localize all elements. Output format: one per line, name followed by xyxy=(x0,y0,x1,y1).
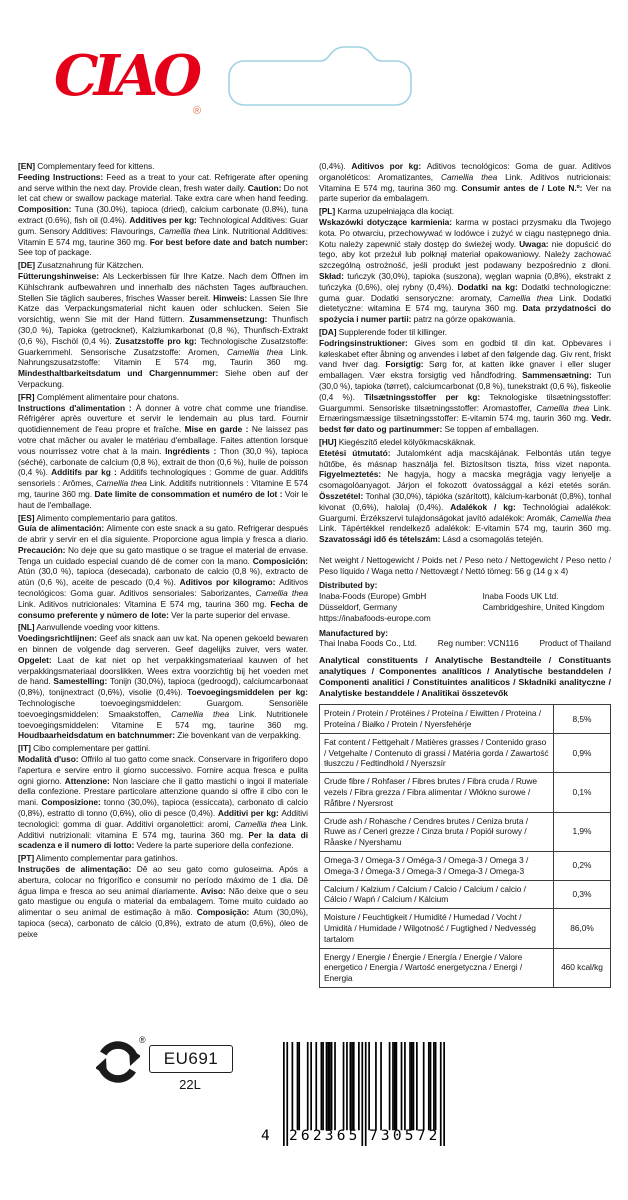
distributed-by-block xyxy=(319,591,611,623)
manufacturer-reg-number: Reg number: VCN116 xyxy=(437,638,519,649)
distributor-uk-city: Cambridgeshire, United Kingdom xyxy=(482,602,605,613)
constituent-label: Calcium / Kalzium / Calcium / Calcio / Calcium / calcio / Cálcio / Wapń / Calcium / Kálcium xyxy=(320,881,554,909)
distributor-eu-city: Düsseldorf, Germany xyxy=(319,602,398,613)
registered-trademark-icon: ® xyxy=(193,105,202,117)
column-left xyxy=(18,161,308,942)
ean13-barcode xyxy=(259,1042,459,1158)
distributor-website: https://inabafoods-europe.com xyxy=(319,612,431,623)
lang-tag-pl: [PL] Karma uzupełniająca dla kociąt. xyxy=(319,206,455,217)
constituent-label: Fat content / Fettgehalt / Matières grasses / Contenido graso / Vetgehalte / Contenuto di grassi / Matéria gorda / Zawartość tłuszczu / Fedtindhold / Nyerszsír xyxy=(320,734,554,772)
country-of-origin: Product of Thailand xyxy=(539,638,611,649)
table-row xyxy=(320,852,610,881)
distributed-by-heading: Distributed by: xyxy=(319,580,378,591)
lang-tag-pt: [PT] Alimento complementar para gatinhos. xyxy=(18,853,178,864)
lang-body-fr: Instructions d'alimentation : À donner à votre chat comme une friandise. Réfrigérer après ouverture et servir le lendemain au plus tard. Fournir quotidiennement de l'eau propre et fraîche. Mise en garde : Ne laissez pas votre chat mâcher ou avaler le matériau d'emballage. Faites attention lorsque vous nourrissez votre chat à la main. Ingrédients : Thon (30,0 %), tapioca (séché), carbonate de calcium (0,8 %), extrait de thon (0,6 %), huile de poisson (0,4 %). Additifs par kg : Additifs technologiques : Gomme de guar. Additifs sensoriels : Arômes, Camellia thea Link. Additifs nutritionnels : Vitamine E 574 mg, taurine 360 mg. Date limite de consommation et numéro de lot : Voir le haut de l'emballage. xyxy=(18,402,308,510)
constituent-label: Omega-3 / Omega-3 / Oméga-3 / Omega-3 / Omega 3 / Omega-3 / Ómega-3 / Omega-3 / Omega-3 / Omega-3 xyxy=(320,852,554,880)
lang-body-en: Feeding Instructions: Feed as a treat to your cat. Refrigerate after opening and serve within the next day. Provide clean, fresh water daily. Caution: Do not let cat chew or swallow package material. Take extra care when hand feeding. Composition: Tuna (30.0%), tapioca (dried), calcium carbonate (0.8%), tuna extract (0.6%), fish oil (0.4%). Additives per kg: Technological Additives: Guar gum. Sensory Additives: Flavourings, Camellia thea Link. Nutritional Additives: Vitamin E 574 mg, taurine 360 mg. For best before date and batch number: See top of package. xyxy=(18,171,308,258)
lang-section-pt xyxy=(18,853,308,939)
lang-tag-en: [EN] Complementary feed for kittens. xyxy=(18,161,155,171)
column-right xyxy=(319,161,611,988)
manufactured-by-heading: Manufactured by: xyxy=(319,627,388,638)
lang-body-pl: Wskazówki dotyczące karmienia: karma w postaci przysmaku dla Twojego kota. Po otwarciu, przechowywać w lodówce i zużyć w ciągu następnego dnia. Kotu należy zapewnić stały dostęp do świeżej wody. Uwaga: nie dopuścić do tego, aby kot przeżuł lub połknął materiał opakowaniowy. Należy zachować szczególną ostrożność, jeśli produkt jest podawany bezpośrednio z dłoni. Skład: tuńczyk (30,0%), tapioka (suszona), węglan wapnia (0,8%), ekstrakt z tuńczyka (0,6%), olej rybny (0,4%). Dodatki na kg: Dodatki technologiczne: guma guar. Dodatki sensoryczne: aromaty, Camellia thea Link. Dodatki dietetyczne: witamina E 574 mg, tauryna 360 mg. Data przydatności do spożycia i numer partii: patrz na górze opakowania. xyxy=(319,216,612,325)
table-row xyxy=(320,881,610,910)
lang-section-it xyxy=(18,743,308,851)
lang-body-it: Modalità d'uso: Offrilo al tuo gatto come snack. Conservare in frigorifero dopo l'apertura e servire entro il giorno successivo. Fornire acqua fresca e pulita ogni giorno. Attenzione: Non lasciare che il gatto mastichi o ingoi il materiale della confezione. Prestare particolare attenzione quando si offre il cibo con le mani. Composizione: tonno (30,0%), tapioca (essiccata), carbonato di calcio (0,8%), estratto di tonno (0,6%), olio di pesce (0,4%). Additivi per kg: Additivi tecnologici: gomma di guar. Additivi organolettici: aromi, Camellia thea Link. Additivi nutrizionali: vitamina E 574 mg, taurina 360 mg. Per la data di scadenza e il numero di lotto: Vedere la parte superiore della confezione. xyxy=(18,754,309,851)
constituent-label: Crude ash / Rohasche / Cendres brutes / Ceniza bruta / Ruwe as / Ceneri grezze / Cinza bruta / Popiół surowy / Råaske / Nyershamu xyxy=(320,813,554,851)
lang-body-nl: Voedingsrichtlijnen: Geef als snack aan uw kat. Na openen gekoeld bewaren en binnen de volgende dag serveren. Geef dagelijks zuiver, vers water. Opgelet: Laat de kat niet op het verpakkingsmateriaal kauwen of het verpakkingsmateriaal doorslikken. Wees extra voorzichtig bij het voeden met de hand. Samestelling: Tonijn (30,0%), tapioca (gedroogd), calciumcarbonaat (0,8%), tonijnextract (0,6%), visolie (0,4%). Toevoegingsmiddelen per kg: Technologische toevoegingsmiddelen: Guargom. Sensoriële toevoegingsmiddelen: Smaakstoffen, Camellia thea Link. Nutritionele toevoegingsmiddelen: Vitamine E 574 mg, taurine 360 mg. Houdbaarheidsdatum en batchnummer: Zie bovenkant van de verpakking. xyxy=(18,633,309,741)
lang-section-de xyxy=(18,260,308,390)
lang-section-nl xyxy=(18,622,308,741)
constituent-label: Crude fibre / Rohfaser / Fibres brutes / Fibra cruda / Ruwe vezels / Fibra grezza / Fibra alimentar / Włókno surowe / Råfibre / Nyersrost xyxy=(320,773,554,811)
barcode-digits-right-group: 730572 xyxy=(369,1128,441,1144)
hang-hole-diecut-outline xyxy=(228,44,412,113)
lang-section-hu xyxy=(319,437,611,545)
column-right-sections xyxy=(319,206,611,545)
lang-tag-es: [ES] Alimento complementario para gatitos. xyxy=(18,512,178,523)
table-row xyxy=(320,949,610,987)
lang-section-pl xyxy=(319,206,611,325)
constituent-value: 0,2% xyxy=(572,860,592,871)
table-row xyxy=(320,734,610,773)
lang-tag-it: [IT] Cibo complementare per gattini. xyxy=(18,743,151,754)
table-row xyxy=(320,813,610,852)
lang-tag-de: [DE] Zusatznahrung für Kätzchen. xyxy=(18,260,144,271)
lang-section-pt-continuation: (0,4%). Aditivos por kg: Aditivos tecnológicos: Goma de guar. Aditivos organoléticos: Aromatizantes, Camellia thea Link. Aditivos nutricionais: Vitamina E 574 mg, taurina 360 mg. Consumir antes de / Lote N.º: Ver na parte superior da embalagem. xyxy=(319,161,611,204)
net-weight-line: Net weight / Nettogewicht / Poids net / Peso neto / Nettogewicht / Peso netto / Peso líquido / Waga netto / Nettovægt / Nettó tömeg: 56 g (14 g x 4) xyxy=(319,554,611,576)
distributor-eu-name: Inaba-Foods (Europe) GmbH xyxy=(319,591,427,602)
barcode-digit-first: 4 xyxy=(261,1128,270,1144)
barcode-digits-left-group: 262365 xyxy=(289,1128,361,1144)
table-row xyxy=(320,773,610,812)
lang-tag-da: [DA] Supplerende foder til killinger. xyxy=(319,326,448,337)
lang-section-fr xyxy=(18,392,308,511)
lang-body-hu: Etetési útmutató: Jutalomként adja macskájának. Felbontás után tegye hűtőbe, és másnap használja fel. Biztosítson tiszta, friss vizet naponta. Figyelmeztetés: Ne hagyja, hogy a macska megrágja vagy lenyelje a csomagolóanyagot. Járjon el fokozott óvatossággal a kézi etetés során. Összetétel: Tonhal (30,0%), tápióka (szárított), kálcium-karbonát (0,8%), tonhal kivonat (0,6%), halolaj (0,4%). Adalékok / kg: Technológiai adalékok: Guargumi. Érzékszervi tulajdonságokat javító adalékok: Aromák, Camellia thea Link. Tápértékkel rendelkező adalékok: E-vitamin 574 mg, taurin 360 mg. Szavatossági idő és tételszám: Lásd a csomagolás tetején. xyxy=(319,447,612,545)
constituent-value: 86,0% xyxy=(570,923,594,934)
green-dot-registered-icon: ® xyxy=(139,1035,146,1045)
brand-logo: CIAO xyxy=(54,43,197,109)
lang-body-pt: Instruções de alimentação: Dê ao seu gato como guloseima. Após a abertura, colocar no frigorífico e consumir no período máximo de 1 dia. Dê água limpa e fresca ao seu animal diariamente. Aviso: Não deixe que o seu gato mastigue ou engula o material da embalagem. Tome muito cuidado ao alimentar o seu animal de estimação à mão. Composição: Atum (30,0%), tapioca (seca), carbonato de cálcio (0,8%), extrato de atum (0,6%), óleo de peixe xyxy=(18,864,308,939)
lang-tag-hu: [HU] Kiegészítő eledel kölyökmacskáknak. xyxy=(319,436,476,447)
constituent-value: 1,9% xyxy=(572,826,592,837)
constituent-value: 0,1% xyxy=(572,787,592,798)
constituent-value: 0,3% xyxy=(572,889,592,900)
lang-tag-fr: [FR] Complément alimentaire pour chatons. xyxy=(18,391,179,402)
analytical-constituents-table xyxy=(319,704,611,988)
eu-approval-code-box: EU691 xyxy=(149,1045,233,1073)
constituent-value: 0,9% xyxy=(572,747,592,758)
lang-section-en xyxy=(18,161,308,258)
constituent-value: 460 kcal/kg xyxy=(561,962,603,973)
green-dot-recycling-icon xyxy=(96,1040,140,1089)
lang-tag-nl: [NL] Aanvullende voeding voor kittens. xyxy=(18,622,160,633)
lang-body-de: Fütterungshinweise: Als Leckerbissen für Ihre Katze. Nach dem Öffnen im Kühlschrank aufbewahren und innerhalb des nächsten Tages aufbrauchen. Stellen Sie täglich sauberes, frisches Wasser bereit. Hinweis: Lassen Sie Ihre Katze das Verpackungsmaterial nicht kauen oder schlucken. Seien Sie vorsichtig, wenn Sie mit der Hand füttern. Zusammensetzung: Thunfisch (30,0 %), Tapioka (getrocknet), Kalziumkarbonat (0,8 %), Thunfisch-Extrakt (0,6 %), Fischöl (0,4 %). Zusatzstoffe pro kg: Technologische Zusatzstoffe: Guarkernmehl. Sensorische Zusatzstoffe: Aromen, Camellia thea Link. Nahrungszusatzstoffe: Vitamin E 574 mg, Taurin 360 mg. Mindesthaltbarkeitsdatum und Chargennummer: Siehe oben auf der Verpackung. xyxy=(18,270,309,389)
constituent-value: 8,5% xyxy=(572,713,592,724)
manufacturer-name: Thai Inaba Foods Co., Ltd. xyxy=(319,638,417,649)
eu-sub-code: 22L xyxy=(179,1077,201,1092)
constituent-label: Moisture / Feuchtigkeit / Humidité / Humedad / Vocht / Umidità / Humidade / Wilgotność / Fugtighed / Nedvesség tartalom xyxy=(320,909,554,947)
constituent-label: Energy / Energie / Énergie / Energía / Energie / Valore energetico / Energia / Wartość energetyczna / Energi / Energia xyxy=(320,949,554,987)
lang-body-es: Guía de alimentación: Alimente con este snack a su gato. Refrigerar después de abrir y servir en el día siguiente. Proporcione agua limpia y fresca a diario. Precaución: No deje que su gato mastique o se trague el material de envase. Tenga un cuidado especial cuando dé de comer con la mano. Composición: Atún (30,0 %), tapioca (desecada), carbonato de calcio (0,8 %), extracto de atún (0,6 %), aceite de pescado (0,4 %). Aditivos por kilogramo: Aditivos tecnológicos: Goma guar. Aditivos sensoriales: Saborizantes, Camellia thea Link. Aditivos nutricionales: Vitamina E 574 mg, taurina 360 mg. Fecha de consumo preferente y número de lote: Ver la parte superior del envase. xyxy=(18,523,308,620)
lang-section-da xyxy=(319,327,611,435)
constituent-label: Protein / Protein / Protéines / Proteína / Eiwitten / Proteina / Proteína / Białko / Protein / Nyersfehérje xyxy=(320,705,554,733)
lang-body-da: Fodringsinstruktioner: Gives som en godbid til din kat. Opbevares i køleskabet efter åbning og anvendes i løbet af den følgende dag. Giv rent, friskt vand hver dag. Forsigtig: Sørg for, at katten ikke gnaver i eller sluger emballagen. Vær ekstra forsigtig ved håndfodring. Sammensætning: Tun (30,0 %), tapioka (tørret), calciumcarbonat (0,8 %), tunekstrakt (0,6 %), fiskeolie (0,4 %). Tilsætningsstoffer per kg: Teknologiske tilsætningsstoffer: Guargummi. Sensoriske tilsætningsstoffer: Aromastoffer, Camellia thea Link. Ernæringsmæssige tilsætningsstoffer: E-vitamin 574 mg, taurin 360 mg. Vedr. bedst før dato og partinummer: Se toppen af emballagen. xyxy=(319,337,612,435)
distributor-uk-name: Inaba Foods UK Ltd. xyxy=(482,591,559,602)
lang-section-es xyxy=(18,513,308,621)
table-row xyxy=(320,909,610,948)
manufacturer-line xyxy=(319,638,611,649)
table-row xyxy=(320,705,610,734)
analytical-constituents-heading: Analytical constituents / Analytische Bestandteile / Constituants analytiques / Componentes analíticos / Analytische bestanddelen / Componenti analitici / Constituintes analiticos / Składniki analityczne / Analytiske bestanddele / Analitikai összetevők xyxy=(319,655,611,699)
